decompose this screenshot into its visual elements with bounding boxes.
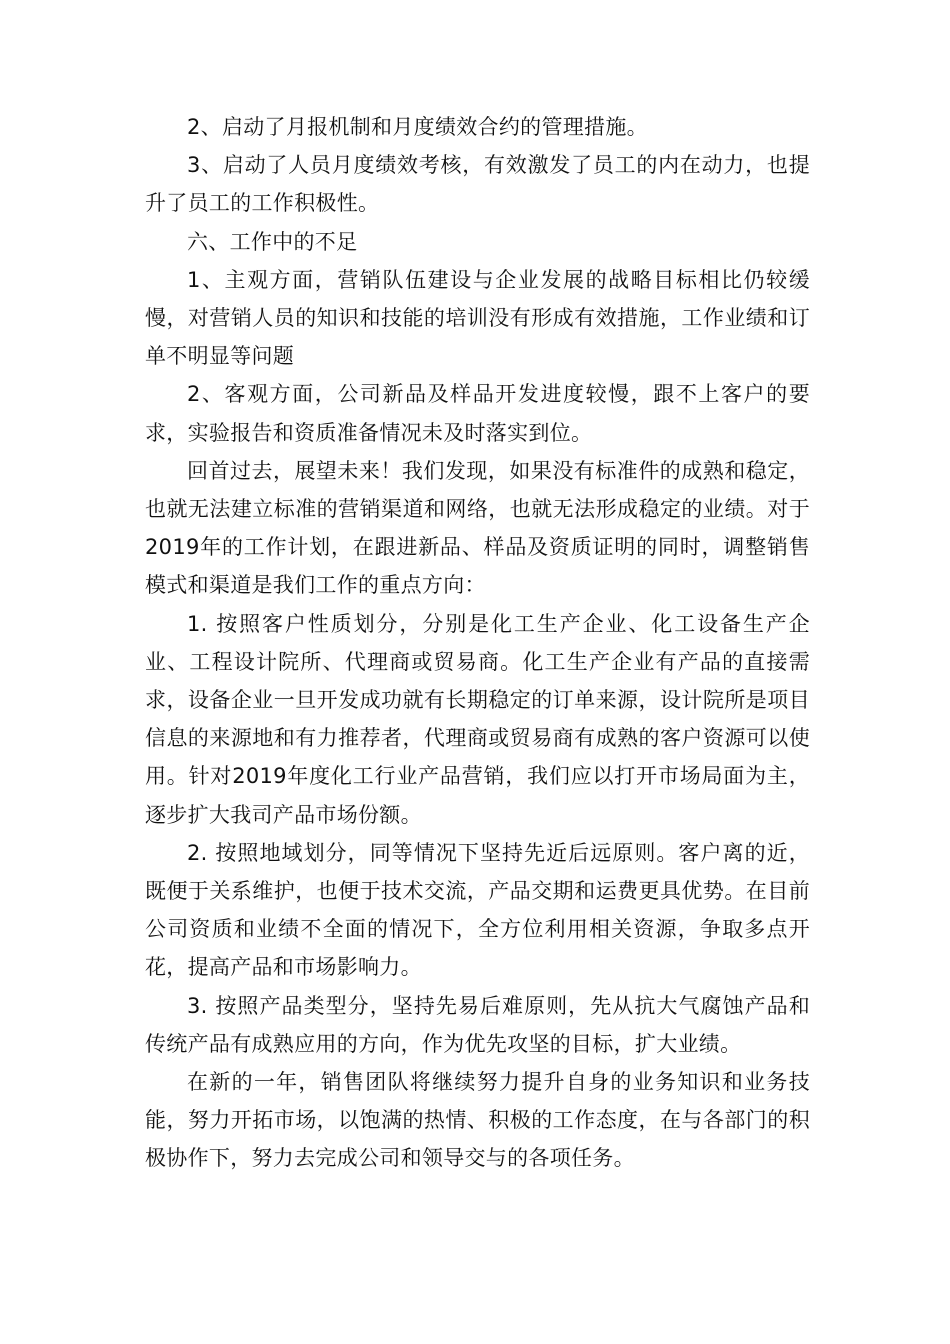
section-heading-shortcomings: 六、工作中的不足: [187, 229, 358, 254]
plan-item-product-type: 3. 按照产品类型分，坚持先易后难原则，先从抗大气腐蚀产品和传统产品有成熟应用的方向，作为优先攻坚的目标，扩大业绩。: [145, 993, 810, 1056]
paragraph-outlook: 回首过去，展望未来！我们发现，如果没有标准件的成熟和稳定，也就无法建立标准的营销渠道和网络，也就无法形成稳定的业绩。对于2019年的工作计划，在跟进新品、样品及资质证明的同时，调整销售模式和渠道是我们工作的重点方向：: [145, 458, 810, 598]
document-page: [145, 108, 810, 1178]
paragraph-closing: 在新的一年，销售团队将继续努力提升自身的业务知识和业务技能，努力开拓市场，以饱满的热情、积极的工作态度，在与各部门的积极协作下，努力去完成公司和领导交与的各项任务。: [145, 1070, 810, 1171]
paragraph-monthly-report: 2、启动了月报机制和月度绩效合约的管理措施。: [187, 115, 648, 139]
plan-item-customer-type: 1. 按照客户性质划分，分别是化工生产企业、化工设备生产企业、工程设计院所、代理商或贸易商。化工生产企业有产品的直接需求，设备企业一旦开发成功就有长期稳定的订单来源，设计院所是项目信息的来源地和有力推荐者，代理商或贸易商有成熟的客户资源可以使用。针对2019年度化工行业产品营销，我们应以打开市场局面为主，逐步扩大我司产品市场份额。: [145, 611, 810, 827]
paragraph-performance-review: 3、启动了人员月度绩效考核，有效激发了员工的内在动力，也提升了员工的工作积极性。: [145, 153, 810, 216]
paragraph-subjective-shortcoming: 1、主观方面，营销队伍建设与企业发展的战略目标相比仍较缓慢，对营销人员的知识和技能的培训没有形成有效措施，工作业绩和订单不明显等问题: [145, 267, 810, 369]
paragraph-objective-shortcoming: 2、客观方面，公司新品及样品开发进度较慢，跟不上客户的要求，实验报告和资质准备情况未及时落实到位。: [145, 382, 810, 445]
plan-item-region: 2. 按照地域划分，同等情况下坚持先近后远原则。客户离的近，既便于关系维护，也便于技术交流，产品交期和运费更具优势。在目前公司资质和业绩不全面的情况下，全方位利用相关资源，争取多点开花，提高产品和市场影响力。: [145, 840, 810, 980]
